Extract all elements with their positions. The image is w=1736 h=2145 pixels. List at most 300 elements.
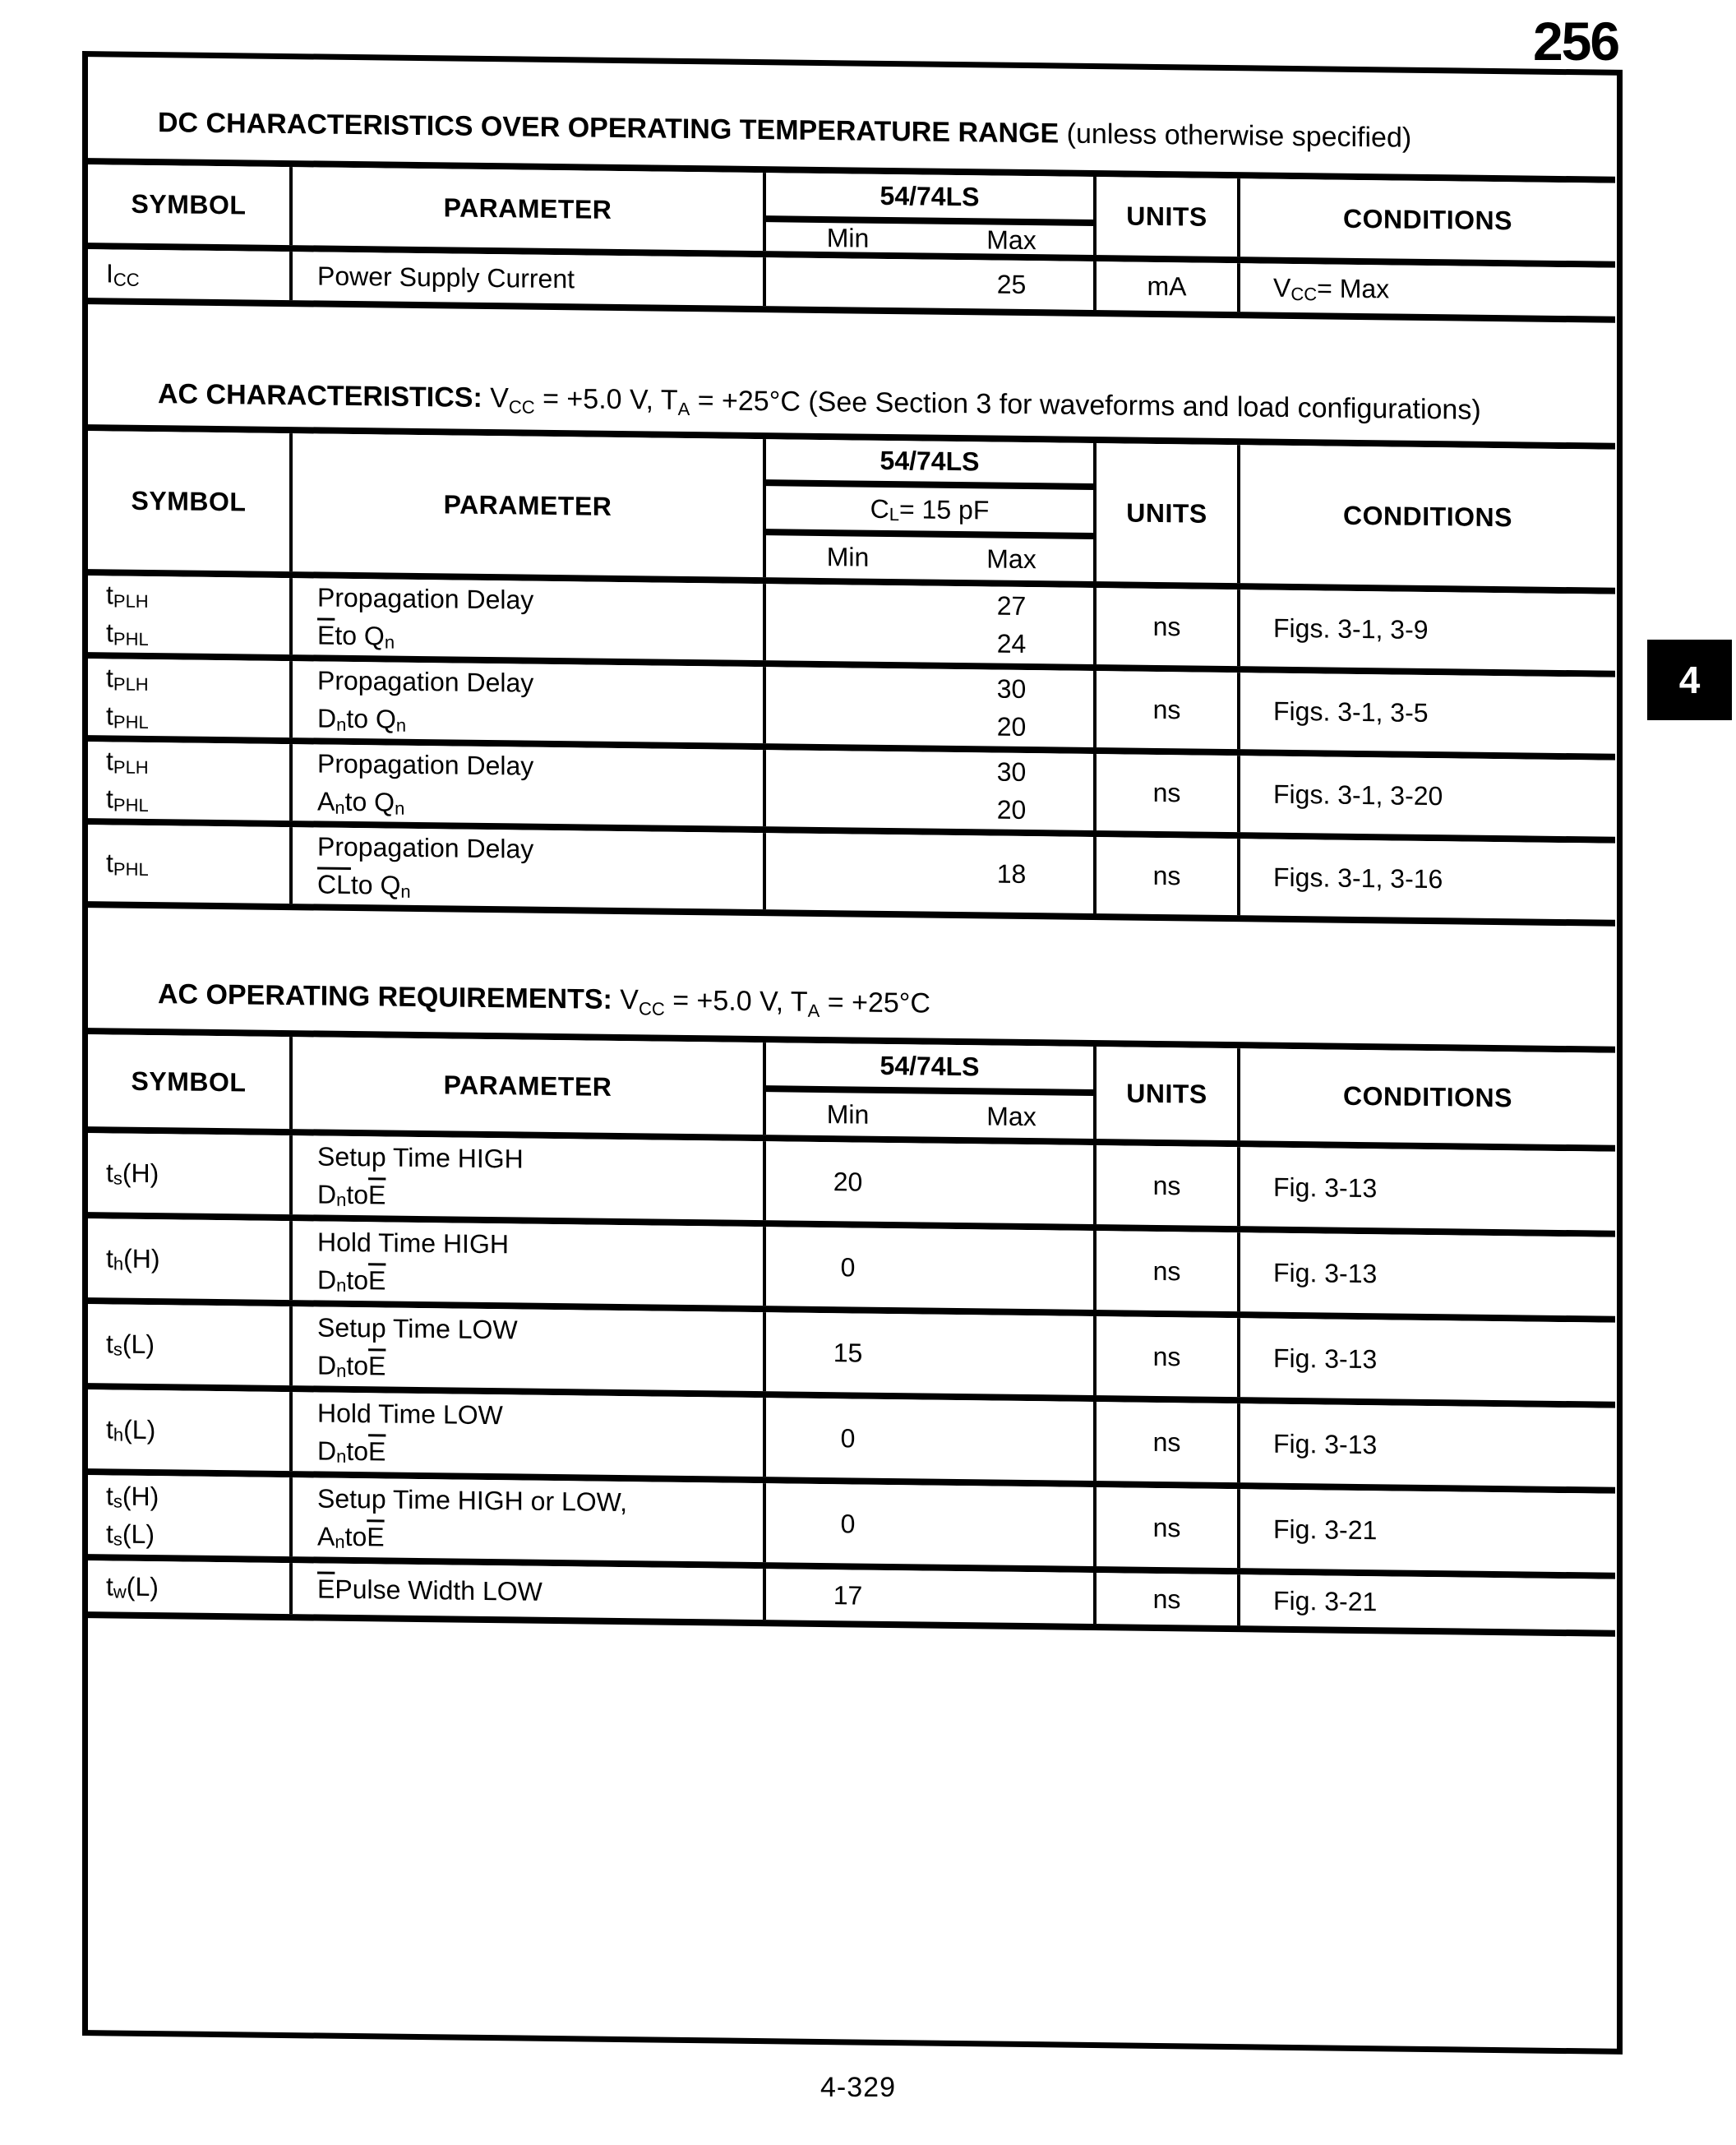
values-cell [763, 1569, 1093, 1624]
text-segment: $\overline{E}$ [368, 1350, 386, 1381]
dc-characteristics-table [88, 158, 1615, 323]
column-header-label: PARAMETER [443, 488, 612, 521]
text-segment: A [317, 786, 335, 816]
text-segment: CC [1290, 283, 1318, 304]
max-header: Max [986, 1100, 1037, 1131]
text-segment: t [106, 580, 113, 610]
units-text: ns [1152, 1583, 1181, 1614]
text-line [1273, 1339, 1615, 1381]
text-segment: Propagation Delay [317, 831, 534, 864]
max-value-cell [930, 260, 1093, 310]
parameter-cell [289, 1221, 763, 1306]
max-value-cell [930, 835, 1093, 913]
text-segment: Propagation Delay [317, 582, 534, 615]
conditions-cell [1237, 1574, 1615, 1630]
values-cell [763, 750, 1093, 830]
min-max-header [766, 222, 1093, 257]
text-line [317, 866, 763, 909]
value-line [766, 1575, 930, 1615]
symbol-cell [88, 1389, 289, 1471]
column-header [1237, 178, 1615, 261]
max-value-cell [930, 752, 1093, 830]
text-segment: to Q [344, 786, 395, 817]
text-line [106, 1514, 289, 1555]
units-cell [1093, 1316, 1237, 1397]
text-segment: Fig. 3-13 [1273, 1428, 1378, 1459]
text-segment: AC OPERATING REQUIREMENTS: [158, 978, 621, 1015]
table-header-row [88, 431, 1615, 594]
units-cell [1093, 1402, 1237, 1482]
text-segment: D [317, 1178, 337, 1209]
text-segment: V [620, 983, 639, 1016]
load-condition-label [766, 486, 1093, 539]
text-segment: PHL [113, 793, 149, 816]
units-cell [1093, 1231, 1237, 1311]
text-segment: Fig. 3-13 [1273, 1343, 1378, 1374]
column-header-label: UNITS [1126, 497, 1207, 529]
text-segment: Propagation Delay [317, 748, 534, 781]
text-line [106, 1410, 289, 1450]
text-segment: PHL [113, 858, 149, 880]
value-line [930, 854, 1093, 894]
family-label-text: 54/74LS [880, 180, 980, 211]
page-footer: 4-329 [820, 2072, 896, 2103]
conditions-cell [1237, 263, 1615, 317]
value-text: 30 [996, 673, 1027, 705]
text-segment: n [384, 631, 395, 653]
text-segment: AC CHARACTERISTICS: [158, 378, 491, 414]
max-value-cell [930, 1315, 1093, 1395]
units-text: ns [1152, 1512, 1181, 1542]
min-max-header [766, 1092, 1093, 1139]
section-4-tab: 4 [1647, 640, 1732, 720]
value-text: 18 [996, 858, 1027, 890]
text-segment: $\overline{E}$ [368, 1435, 386, 1467]
symbol-cell [88, 659, 289, 737]
text-segment: Fig. 3-13 [1273, 1257, 1378, 1288]
units-text: ns [1152, 777, 1181, 808]
section-title [158, 106, 1617, 157]
text-line [317, 1346, 763, 1389]
column-header [1237, 445, 1615, 588]
symbol-cell [88, 1560, 289, 1614]
text-line [1273, 692, 1615, 734]
text-segment: $\overline{E}$ [317, 620, 335, 650]
text-segment: (L) [122, 1329, 155, 1359]
text-line [317, 1137, 763, 1181]
value-line [766, 1333, 930, 1372]
text-segment: $\overline{E}$ [368, 1264, 386, 1296]
conditions-cell [1237, 1318, 1615, 1402]
min-header: Min [826, 1098, 870, 1130]
value-text: 27 [996, 590, 1027, 622]
text-segment: to [346, 1264, 369, 1295]
parameter-cell [289, 1563, 763, 1620]
units-text: ns [1152, 694, 1181, 725]
column-header-label: UNITS [1126, 1078, 1207, 1109]
text-segment: t [106, 1413, 113, 1444]
text-line [317, 1517, 763, 1560]
text-segment: t [106, 1157, 113, 1187]
text-segment: n [395, 714, 407, 736]
text-line [106, 1567, 289, 1607]
value-line [766, 1418, 930, 1458]
text-line [106, 659, 289, 700]
column-header-label: PARAMETER [443, 1069, 612, 1102]
text-line [1273, 1582, 1615, 1624]
column-header-label: PARAMETER [443, 192, 612, 224]
text-segment: n [336, 1274, 347, 1296]
max-value-cell [930, 1229, 1093, 1310]
text-line [106, 697, 289, 737]
value-text: 24 [996, 628, 1027, 659]
text-segment: to [346, 1350, 369, 1380]
column-header [289, 1037, 763, 1135]
units-cell [1093, 1573, 1237, 1625]
text-segment: Propagation Delay [317, 665, 534, 698]
text-segment: (L) [122, 1519, 155, 1549]
column-header-label: UNITS [1126, 201, 1207, 232]
text-segment: Fig. 3-21 [1273, 1514, 1378, 1545]
text-segment: n [336, 1189, 347, 1210]
text-segment: V [490, 382, 509, 414]
text-segment: n [400, 881, 411, 902]
text-segment: $\overline{CL}$ [317, 869, 351, 899]
column-header-label: SYMBOL [131, 188, 247, 220]
text-line [317, 1223, 763, 1266]
value-line [930, 669, 1093, 709]
column-header-label: SYMBOL [131, 485, 247, 516]
values-cell [763, 1483, 1093, 1566]
text-segment: = +25°C (See Section 3 for waveforms and load configurations) [690, 385, 1481, 426]
min-header: Min [826, 223, 870, 253]
text-segment: Fig. 3-21 [1273, 1585, 1378, 1616]
ac-operating-requirements-section [88, 977, 1617, 1637]
parameter-cell [289, 661, 763, 743]
text-segment: to Q [335, 620, 385, 651]
text-segment: Figs. 3-1, 3-9 [1273, 613, 1429, 645]
text-segment: n [336, 1360, 347, 1381]
min-value-cell [766, 1398, 930, 1478]
ac-characteristics-section [88, 377, 1617, 927]
text-segment: Figs. 3-1, 3-20 [1273, 779, 1443, 811]
text-segment: t [106, 1480, 113, 1510]
text-line [106, 1239, 289, 1279]
units-text: mA [1147, 270, 1187, 302]
value-line [930, 790, 1093, 830]
column-header [289, 433, 763, 577]
text-segment: s [113, 1167, 122, 1189]
units-text: ns [1152, 1341, 1181, 1371]
text-segment: t [106, 1242, 113, 1273]
text-line [317, 1308, 763, 1352]
text-segment: to Q [350, 869, 401, 900]
value-text: 15 [833, 1337, 863, 1368]
max-header: Max [986, 224, 1037, 256]
value-line [766, 1247, 930, 1287]
parameter-cell [289, 827, 763, 909]
conditions-cell [1237, 1403, 1615, 1487]
text-segment: h [113, 1424, 124, 1445]
column-header [1093, 1047, 1237, 1140]
symbol-cell [88, 1475, 289, 1556]
text-segment: D [317, 703, 337, 733]
text-segment: = +5.0 V, T [664, 984, 808, 1018]
values-cell [763, 1312, 1093, 1395]
text-segment: h [113, 1253, 124, 1274]
text-segment: t [106, 663, 113, 693]
text-segment: C [870, 493, 889, 524]
max-value-cell [930, 1486, 1093, 1566]
column-header [88, 164, 289, 245]
text-segment: $\overline{E}$ [368, 1179, 386, 1210]
values-cell [763, 667, 1093, 747]
ac-operating-requirements-table [88, 1028, 1615, 1637]
max-value-cell [930, 586, 1093, 664]
text-line [106, 1477, 289, 1517]
text-line [317, 662, 763, 705]
text-segment: = +5.0 V, T [534, 382, 678, 416]
value-text: 20 [996, 794, 1027, 825]
conditions-cell [1237, 839, 1615, 920]
text-segment: (unless otherwise specified) [1059, 118, 1412, 154]
min-value-cell [766, 667, 930, 745]
units-cell [1093, 1487, 1237, 1568]
values-cell [763, 1398, 1093, 1481]
text-segment: t [106, 700, 113, 731]
max-value-cell [930, 1144, 1093, 1224]
column-header [1093, 177, 1237, 257]
text-segment: (H) [122, 1481, 159, 1511]
section-title [158, 377, 1617, 432]
text-line [317, 828, 763, 871]
text-segment: PHL [113, 627, 149, 650]
text-segment: $\overline{E}$ [367, 1521, 385, 1551]
text-segment: A [807, 1000, 820, 1021]
text-line [317, 1479, 763, 1523]
text-segment: D [317, 1435, 337, 1466]
value-text: 0 [840, 1422, 856, 1453]
text-segment: PLH [113, 756, 149, 778]
value-text: 20 [833, 1166, 863, 1197]
text-segment: n [336, 1445, 347, 1467]
value-line [930, 752, 1093, 792]
column-header-label: CONDITIONS [1343, 1080, 1512, 1112]
conditions-cell [1237, 756, 1615, 837]
conditions-cell [1237, 673, 1615, 754]
symbol-cell [88, 1218, 289, 1300]
parameter-cell [289, 1306, 763, 1391]
text-segment: (L) [123, 1414, 156, 1445]
text-segment: D [317, 1349, 337, 1380]
text-line [106, 576, 289, 617]
max-value-cell [930, 1571, 1093, 1624]
value-text: 25 [996, 269, 1027, 300]
text-segment: DC CHARACTERISTICS OVER OPERATING TEMPERATURE RANGE [158, 107, 1060, 150]
text-segment: n [395, 797, 405, 819]
parameter-cell [289, 1477, 763, 1562]
value-text: 20 [996, 711, 1027, 742]
text-segment: CC [508, 396, 535, 418]
conditions-cell [1237, 1147, 1615, 1231]
text-segment: (H) [122, 1158, 159, 1188]
text-segment: A [317, 1520, 335, 1551]
parameter-cell [289, 1135, 763, 1220]
max-value-cell [930, 1400, 1093, 1481]
text-line [317, 1431, 763, 1475]
text-line [317, 700, 763, 743]
text-segment: n [335, 797, 345, 818]
family-label [766, 1042, 1093, 1096]
min-value-cell [766, 257, 930, 307]
text-segment: Setup Time HIGH [317, 1140, 524, 1174]
min-value-cell [766, 1141, 930, 1222]
text-segment: s [113, 1491, 122, 1512]
text-segment: CC [113, 268, 140, 290]
min-value-cell [766, 1227, 930, 1307]
text-segment: PLH [113, 589, 149, 612]
text-segment: CC [638, 998, 665, 1019]
units-cell [1093, 671, 1237, 749]
text-segment: A [677, 398, 690, 420]
text-line [1273, 269, 1615, 311]
text-segment: = 15 pF [898, 493, 990, 525]
text-line [1273, 1425, 1615, 1467]
text-line [106, 1153, 289, 1194]
page-border-box [82, 51, 1623, 2055]
text-line [317, 617, 763, 660]
ac-characteristics-table [88, 424, 1615, 927]
text-segment: Hold Time LOW [317, 1397, 503, 1430]
units-cell [1093, 754, 1237, 832]
family-label-text: 54/74LS [880, 445, 980, 477]
column-header-label: SYMBOL [131, 1066, 247, 1097]
min-value-cell [766, 1312, 930, 1393]
text-line [106, 614, 289, 654]
family-header-cell [763, 439, 1093, 581]
text-segment: L [889, 503, 899, 525]
text-line [317, 1569, 763, 1613]
text-segment: = +25°C [820, 986, 930, 1019]
text-segment: = Max [1317, 273, 1390, 304]
text-segment: n [335, 1531, 345, 1552]
column-header [88, 431, 289, 571]
family-header-cell [763, 1042, 1093, 1139]
text-segment: s [113, 1338, 122, 1360]
text-segment: (H) [123, 1243, 160, 1274]
units-text: ns [1152, 611, 1181, 642]
min-value-cell [766, 750, 930, 828]
text-segment: Setup Time LOW [317, 1311, 518, 1344]
units-cell [1093, 1145, 1237, 1226]
values-cell [763, 833, 1093, 913]
text-segment: D [317, 1264, 337, 1295]
text-segment: (L) [126, 1571, 159, 1602]
text-segment: V [1273, 272, 1291, 303]
table-row [88, 825, 1615, 927]
text-segment: t [106, 1570, 113, 1601]
page-number: 256 [1532, 11, 1619, 72]
text-segment: to [346, 1179, 369, 1209]
min-max-header [766, 535, 1093, 581]
text-line [1273, 609, 1615, 651]
text-segment: t [106, 784, 113, 814]
min-value-cell [766, 584, 930, 662]
text-segment: I [106, 258, 113, 289]
text-line [317, 745, 763, 788]
family-label [766, 173, 1093, 226]
text-line [1273, 1254, 1615, 1296]
value-line [930, 586, 1093, 626]
text-segment: Figs. 3-1, 3-5 [1273, 696, 1429, 728]
text-segment: Hold Time HIGH [317, 1226, 509, 1259]
text-segment: Setup Time HIGH or LOW, [317, 1482, 627, 1517]
family-header-cell [763, 173, 1093, 255]
text-segment: PHL [113, 710, 149, 733]
text-segment: to [344, 1521, 367, 1551]
text-line [106, 1324, 289, 1365]
text-line [317, 257, 763, 301]
parameter-cell [289, 1392, 763, 1477]
values-cell [763, 1141, 1093, 1224]
column-header [1237, 1048, 1615, 1145]
text-line [317, 1394, 763, 1437]
text-line [1273, 1168, 1615, 1210]
units-text: ns [1152, 1426, 1181, 1457]
text-line [317, 783, 763, 826]
units-cell [1093, 588, 1237, 666]
conditions-cell [1237, 1232, 1615, 1316]
values-cell [763, 1227, 1093, 1310]
min-value-cell [766, 833, 930, 911]
text-segment: s [113, 1528, 122, 1550]
symbol-cell [88, 825, 289, 904]
min-header: Min [826, 542, 870, 572]
value-line [930, 707, 1093, 747]
value-text: 17 [833, 1579, 863, 1611]
text-segment: n [336, 714, 347, 735]
text-line [106, 844, 289, 885]
symbol-cell [88, 249, 289, 300]
units-cell [1093, 837, 1237, 915]
conditions-cell [1237, 589, 1615, 671]
text-segment: PLH [113, 673, 149, 695]
value-text: 0 [840, 1508, 856, 1538]
table-header-row [88, 1034, 1615, 1152]
parameter-cell [289, 744, 763, 826]
text-line [106, 255, 289, 295]
symbol-cell [88, 1304, 289, 1385]
units-text: ns [1152, 860, 1181, 891]
text-line [317, 579, 763, 622]
text-segment: t [106, 848, 113, 878]
text-segment: t [106, 746, 113, 776]
text-segment: Pulse Width LOW [335, 1574, 542, 1606]
min-value-cell [766, 1483, 930, 1564]
text-segment: t [106, 617, 113, 648]
text-segment: Fig. 3-13 [1273, 1172, 1378, 1203]
text-line [1273, 858, 1615, 900]
family-label-text: 54/74LS [880, 1050, 980, 1081]
values-cell [763, 257, 1093, 310]
section-title [158, 978, 1617, 1032]
conditions-cell [1237, 1489, 1615, 1573]
text-segment: to [346, 1435, 369, 1466]
values-cell [763, 584, 1093, 664]
column-header [88, 1034, 289, 1129]
text-line [1273, 1510, 1615, 1552]
max-value-cell [930, 669, 1093, 747]
